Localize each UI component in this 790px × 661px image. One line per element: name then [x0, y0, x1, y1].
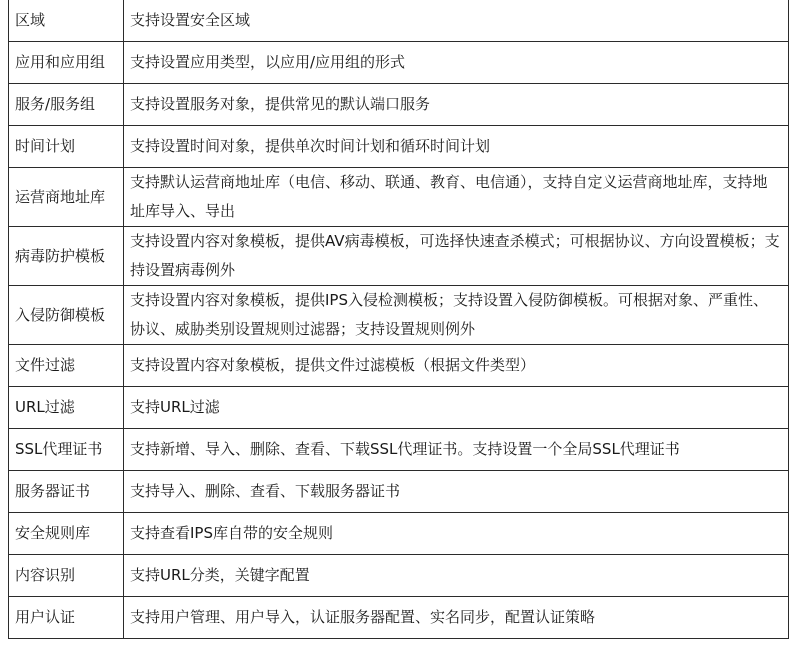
feature-name: SSL代理证书 [9, 429, 124, 471]
feature-name: 入侵防御模板 [9, 286, 124, 345]
feature-name: 运营商地址库 [9, 168, 124, 227]
table-row [9, 471, 789, 513]
feature-description: 支持设置内容对象模板，提供IPS入侵检测模板；支持设置入侵防御模板。可根据对象、严重性、协议、威胁类别设置规则过滤器；支持设置规则例外 [124, 286, 789, 345]
feature-description: 支持设置时间对象，提供单次时间计划和循环时间计划 [124, 126, 789, 168]
feature-name: 服务器证书 [9, 471, 124, 513]
table-row [9, 84, 789, 126]
table-row [9, 597, 789, 639]
table-row [9, 286, 789, 345]
feature-name: 应用和应用组 [9, 42, 124, 84]
feature-description: 支持URL分类，关键字配置 [124, 555, 789, 597]
feature-description: 支持设置应用类型，以应用/应用组的形式 [124, 42, 789, 84]
feature-description: 支持URL过滤 [124, 387, 789, 429]
feature-name: 区域 [9, 0, 124, 42]
feature-description: 支持设置内容对象模板，提供文件过滤模板（根据文件类型） [124, 345, 789, 387]
feature-description: 支持设置内容对象模板，提供AV病毒模板，可选择快速查杀模式；可根据协议、方向设置模板；支持设置病毒例外 [124, 227, 789, 286]
table-row [9, 429, 789, 471]
table-row [9, 227, 789, 286]
feature-name: 安全规则库 [9, 513, 124, 555]
feature-description: 支持设置服务对象，提供常见的默认端口服务 [124, 84, 789, 126]
table-row [9, 0, 789, 42]
feature-name: 内容识别 [9, 555, 124, 597]
feature-description: 支持设置安全区域 [124, 0, 789, 42]
feature-description: 支持新增、导入、删除、查看、下载SSL代理证书。支持设置一个全局SSL代理证书 [124, 429, 789, 471]
table-row [9, 387, 789, 429]
table-row [9, 513, 789, 555]
table-row [9, 168, 789, 227]
feature-name: 文件过滤 [9, 345, 124, 387]
feature-name: 用户认证 [9, 597, 124, 639]
table-row [9, 126, 789, 168]
table-row [9, 345, 789, 387]
feature-name: 病毒防护模板 [9, 227, 124, 286]
feature-name: 服务/服务组 [9, 84, 124, 126]
table-row [9, 42, 789, 84]
feature-description: 支持默认运营商地址库（电信、移动、联通、教育、电信通），支持自定义运营商地址库，支持地址库导入、导出 [124, 168, 789, 227]
feature-name: 时间计划 [9, 126, 124, 168]
table-row [9, 555, 789, 597]
feature-description: 支持导入、删除、查看、下载服务器证书 [124, 471, 789, 513]
feature-name: URL过滤 [9, 387, 124, 429]
feature-description: 支持用户管理、用户导入，认证服务器配置、实名同步，配置认证策略 [124, 597, 789, 639]
feature-table [8, 0, 789, 639]
feature-description: 支持查看IPS库自带的安全规则 [124, 513, 789, 555]
